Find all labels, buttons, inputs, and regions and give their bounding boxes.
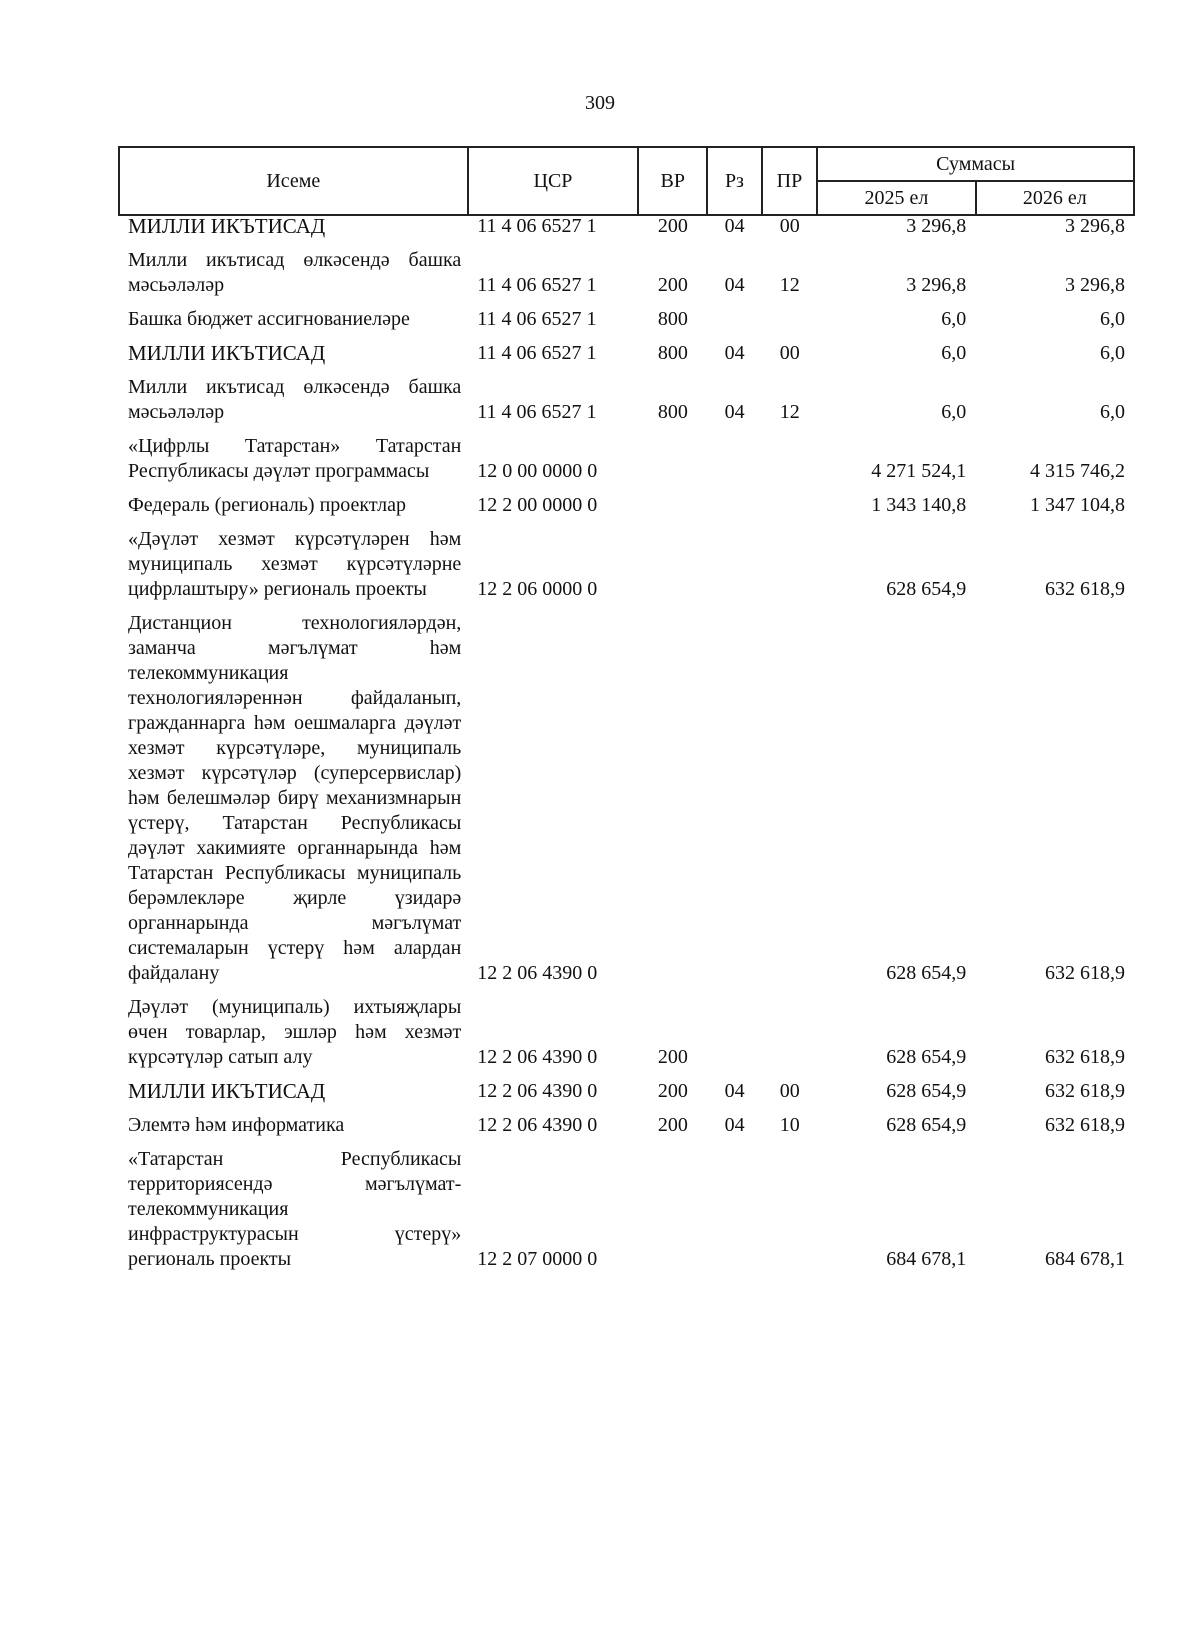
row-2025: 628 654,9 <box>886 1046 967 1068</box>
row-pr <box>762 611 818 995</box>
row-csr: 12 2 06 4390 0 <box>477 1080 598 1102</box>
row-name: Элемтә һәм информатика <box>128 1114 345 1136</box>
row-rz: 04 <box>724 215 745 237</box>
table-row <box>118 611 1135 995</box>
row-csr: 11 4 06 6527 1 <box>477 401 597 423</box>
row-2025: 4 271 524,1 <box>871 460 967 482</box>
row-csr: 12 2 06 4390 0 <box>477 962 598 984</box>
row-csr: 11 4 06 6527 1 <box>477 308 597 330</box>
row-pr: 12 <box>779 401 800 423</box>
row-name: «Дәүләт хезмәт күрсәтүләрен һәм муниципаль хезмәт күрсәтүләрне цифрлаштыру» региональ проекты <box>128 528 462 600</box>
row-2025: 628 654,9 <box>886 1080 967 1102</box>
row-2026: 3 296,8 <box>1065 215 1125 237</box>
row-pr: 00 <box>779 1080 800 1102</box>
row-2026: 4 315 746,2 <box>1030 460 1125 482</box>
row-name: Федераль (региональ) проектлар <box>128 494 406 516</box>
row-2025: 628 654,9 <box>886 578 967 600</box>
header-pr: ПР <box>762 147 818 215</box>
row-2026: 6,0 <box>1100 401 1125 423</box>
row-2026: 632 618,9 <box>1045 1046 1125 1068</box>
row-pr: 12 <box>779 274 800 296</box>
row-rz <box>707 1147 762 1272</box>
row-2025: 6,0 <box>941 401 967 423</box>
row-csr: 11 4 06 6527 1 <box>477 274 597 296</box>
row-csr: 12 2 06 4390 0 <box>477 1114 598 1136</box>
table-row <box>118 434 1135 493</box>
table-row <box>118 1147 1135 1272</box>
table-row <box>118 1113 1135 1147</box>
row-vr: 200 <box>657 215 688 237</box>
header-year-2026: 2026 ел <box>976 181 1134 215</box>
row-pr <box>762 307 818 341</box>
row-csr: 12 2 07 0000 0 <box>477 1248 598 1270</box>
budget-table <box>118 214 1135 1272</box>
row-2025: 3 296,8 <box>906 215 967 237</box>
row-2026: 632 618,9 <box>1045 1080 1125 1102</box>
row-name: «Цифрлы Татарстан» Татарстан Республикасы дәүләт программасы <box>128 435 462 482</box>
row-csr: 11 4 06 6527 1 <box>477 215 597 237</box>
row-pr: 10 <box>779 1114 800 1136</box>
row-rz <box>707 995 762 1079</box>
row-rz <box>707 307 762 341</box>
row-2026: 632 618,9 <box>1045 962 1125 984</box>
row-rz <box>707 527 762 611</box>
row-2025: 684 678,1 <box>886 1248 967 1270</box>
row-2026: 632 618,9 <box>1045 578 1125 600</box>
row-2026: 6,0 <box>1100 342 1125 364</box>
table-header <box>118 146 1135 216</box>
table-row <box>118 1079 1135 1113</box>
row-rz: 04 <box>724 1080 745 1102</box>
row-name: МИЛЛИ ИКЪТИСАД <box>128 214 326 238</box>
header-name: Исеме <box>119 147 468 215</box>
row-2025: 3 296,8 <box>906 274 967 296</box>
row-name: Башка бюджет ассигнованиеләре <box>128 308 410 330</box>
header-vr: ВР <box>638 147 707 215</box>
row-rz <box>707 434 762 493</box>
row-2026: 3 296,8 <box>1065 274 1125 296</box>
row-2025: 628 654,9 <box>886 1114 967 1136</box>
row-name: Милли икътисад өлкәсендә башка мәсьәләләр <box>128 249 462 296</box>
page-number: 309 <box>585 92 615 114</box>
row-vr <box>638 434 707 493</box>
row-2025: 6,0 <box>941 342 967 364</box>
row-2026: 632 618,9 <box>1045 1114 1125 1136</box>
row-csr: 12 2 06 4390 0 <box>477 1046 598 1068</box>
table-row <box>118 375 1135 434</box>
row-rz <box>707 611 762 995</box>
row-csr: 12 2 00 0000 0 <box>477 494 598 516</box>
row-vr: 200 <box>657 274 688 296</box>
row-name: «Татарстан Республикасы территориясендә мәгълүмат-телекоммуникация инфраструктурасын үстерү» региональ проекты <box>128 1148 462 1270</box>
table-row <box>118 341 1135 375</box>
row-pr: 00 <box>779 342 800 364</box>
row-pr <box>762 995 818 1079</box>
row-2026: 684 678,1 <box>1045 1248 1125 1270</box>
row-name: Дәүләт (муниципаль) ихтыяҗлары өчен товарлар, эшләр һәм хезмәт күрсәтүләр сатып алу <box>128 996 462 1068</box>
table-row <box>118 307 1135 341</box>
row-pr: 00 <box>779 215 800 237</box>
header-sums: Суммасы <box>817 147 1134 181</box>
row-vr: 800 <box>657 342 688 364</box>
row-2025: 1 343 140,8 <box>871 494 967 516</box>
table-row <box>118 214 1135 248</box>
row-2026: 6,0 <box>1100 308 1125 330</box>
row-pr <box>762 1147 818 1272</box>
row-name: Дистанцион технологияләрдән, заманча мәгълүмат һәм телекоммуникация технологияләреннән файдаланып, гражданнарга һәм оешмаларга дәүләт хезмәт күрсәтүләре, муниципаль хезмәт күрсәтүләр (суперсервислар) һәм белешмәләр бирү механизмнарын үстерү, Татарстан Республикасы дәүләт хакимияте органнарында һәм Татарстан Республикасы муниципаль берәмлекләре җирле үзидарә органнарында мәгълүмат системаларын үстерү һәм алардан файдалану <box>128 612 462 984</box>
row-pr <box>762 434 818 493</box>
header-rz: Рз <box>707 147 762 215</box>
row-name: МИЛЛИ ИКЪТИСАД <box>128 1079 326 1103</box>
row-name: МИЛЛИ ИКЪТИСАД <box>128 341 326 365</box>
row-rz <box>707 493 762 527</box>
table-row <box>118 995 1135 1079</box>
row-vr: 200 <box>657 1046 688 1068</box>
header-csr: ЦСР <box>468 147 639 215</box>
table-row <box>118 493 1135 527</box>
row-vr <box>638 611 707 995</box>
row-vr: 200 <box>657 1114 688 1136</box>
row-2025: 6,0 <box>941 308 967 330</box>
table-row <box>118 527 1135 611</box>
row-vr: 200 <box>657 1080 688 1102</box>
row-csr: 12 0 00 0000 0 <box>477 460 598 482</box>
header-year-2025: 2025 ел <box>817 181 975 215</box>
row-vr: 800 <box>657 308 688 330</box>
row-pr <box>762 527 818 611</box>
row-vr <box>638 1147 707 1272</box>
row-2025: 628 654,9 <box>886 962 967 984</box>
row-rz: 04 <box>724 274 745 296</box>
row-vr <box>638 527 707 611</box>
row-name: Милли икътисад өлкәсендә башка мәсьәләләр <box>128 376 462 423</box>
row-2026: 1 347 104,8 <box>1030 494 1125 516</box>
table-row <box>118 248 1135 307</box>
row-rz: 04 <box>724 1114 745 1136</box>
row-pr <box>762 493 818 527</box>
row-vr: 800 <box>657 401 688 423</box>
row-rz: 04 <box>724 342 745 364</box>
row-csr: 11 4 06 6527 1 <box>477 342 597 364</box>
row-vr <box>638 493 707 527</box>
row-csr: 12 2 06 0000 0 <box>477 578 598 600</box>
row-rz: 04 <box>724 401 745 423</box>
